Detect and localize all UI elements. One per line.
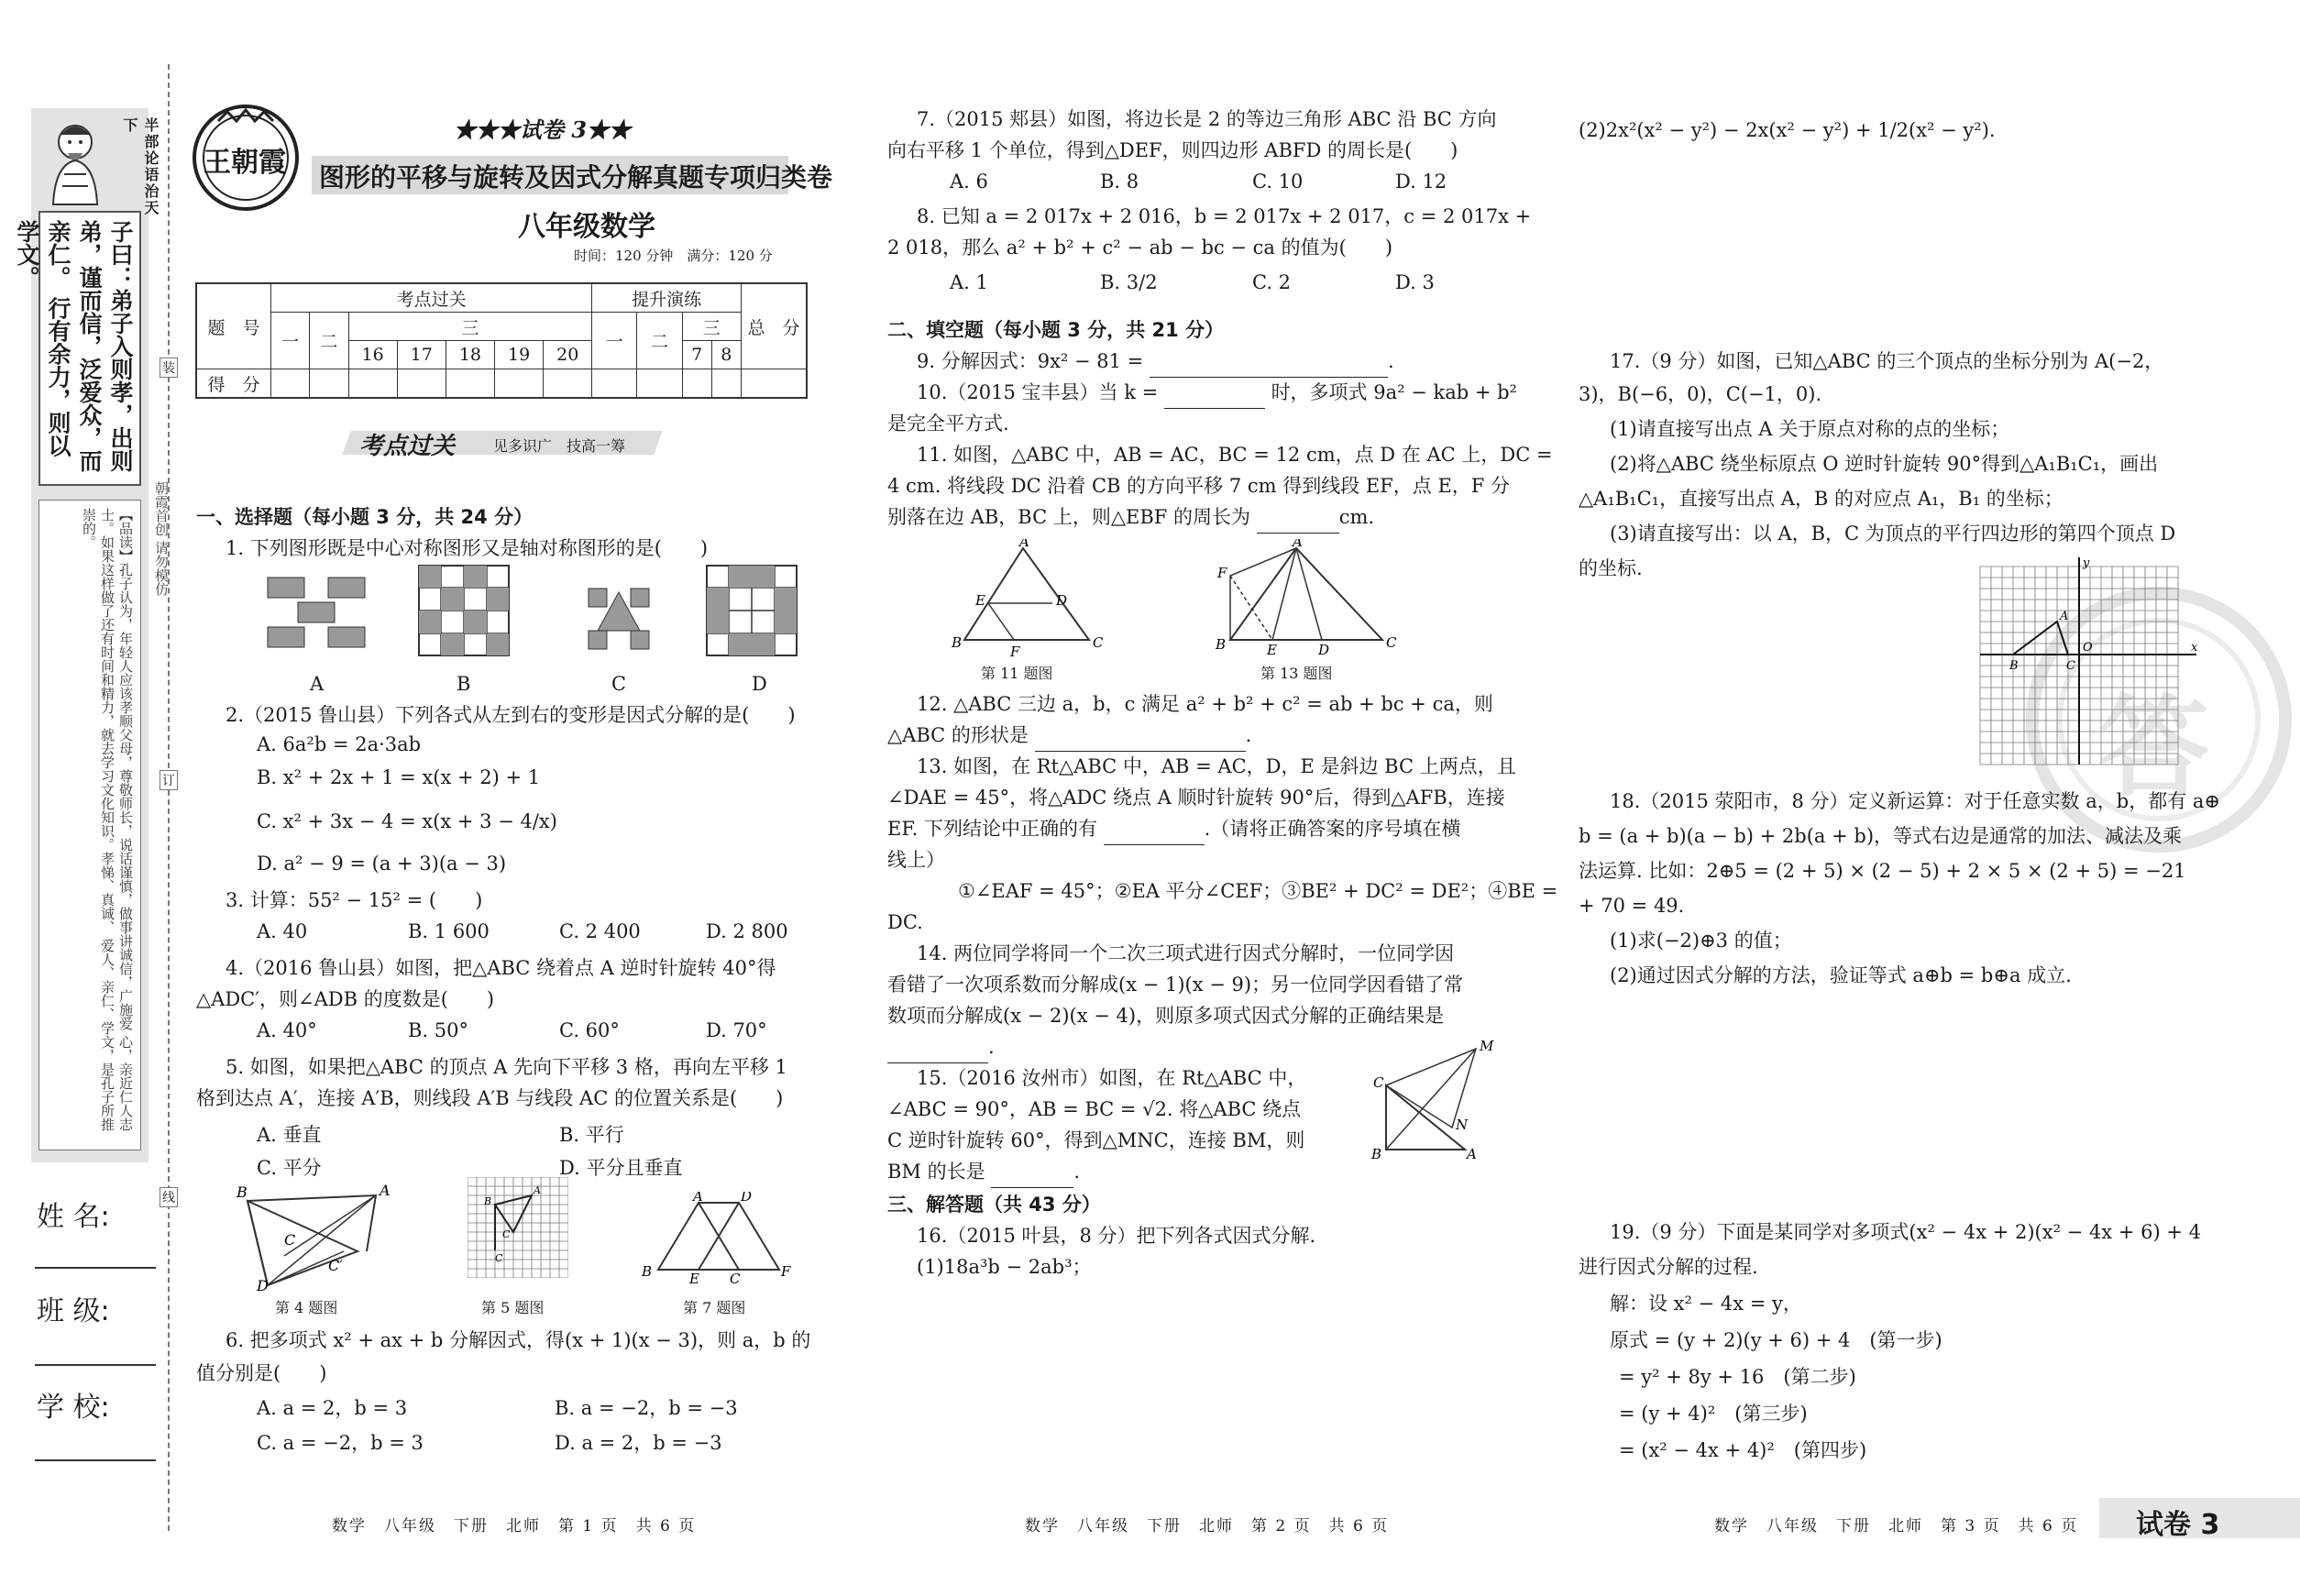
- question-text: 7.（2015 郏县）如图，将边长是 2 的等边三角形 ABC 沿 BC 方向: [917, 108, 1497, 130]
- confucius-portrait: [37, 115, 116, 206]
- question-text: DC.: [887, 911, 923, 933]
- question-text: C 逆时针旋转 60°，得到△MNC，连接 BM，则: [887, 1129, 1305, 1151]
- q5-figure: [468, 1177, 568, 1282]
- pindu-line: 爱人、亲仁、学文，是孔子所推崇的。: [81, 508, 116, 1131]
- question-text: [887, 502, 1374, 534]
- pindu-box: [39, 500, 141, 1150]
- cut-side-text: 朝霞首创 请勿模仿: [153, 481, 170, 596]
- sub-col-header: 20: [544, 341, 592, 369]
- pindu-line: 心，亲近仁人志士。如果这样做了还有时间和精力，就去学习文化知识。孝悌、真诚、: [99, 508, 134, 1131]
- question-text: 2 018，那么 a² + b² + c² − ab − bc − ca 的值为( ): [887, 237, 1393, 259]
- svg-text:A: A: [380, 1183, 391, 1199]
- cut-label: 装: [160, 358, 178, 378]
- svg-text:C: C: [502, 1228, 511, 1240]
- svg-text:M: M: [1480, 1040, 1494, 1054]
- q1-figure-b: [418, 565, 510, 660]
- question-text: = y² + 8y + 16 (第二步): [1619, 1366, 1856, 1388]
- question-text: 18.（2015 荥阳市，8 分）定义新运算：对于任意实数 a，b，都有 a⊕: [1610, 790, 2220, 812]
- figure-caption: 第 11 题图: [981, 665, 1053, 682]
- q4-figure: [229, 1183, 394, 1296]
- option: A. 1: [950, 271, 988, 293]
- question-text: BM 的长是 .: [887, 1157, 1080, 1188]
- option: C. 2: [1252, 271, 1292, 293]
- score-table: [195, 282, 808, 399]
- score-cell[interactable]: [637, 369, 682, 399]
- sub-col-header: 18: [446, 341, 494, 369]
- svg-text:C: C: [1093, 634, 1104, 651]
- q7-figure: [642, 1192, 798, 1287]
- svg-text:D: D: [1318, 642, 1330, 658]
- name-field[interactable]: [35, 1267, 156, 1269]
- option: A. 6: [950, 171, 988, 193]
- q1-figure-d: [706, 565, 798, 660]
- question-text: 8. 已知 a = 2 017x + 2 016，b = 2 017x + 2 017，c = 2 017x +: [917, 205, 1532, 227]
- score-cell[interactable]: [682, 369, 711, 399]
- score-cell[interactable]: [592, 369, 637, 399]
- row-label-score: 得 分: [196, 369, 271, 399]
- group-kaodian: 考点过关: [271, 283, 592, 313]
- group-tisheng: 提升演练: [592, 283, 742, 313]
- question-stem: 别落在边 AB，BC 上，则△EBF 的周长为: [887, 506, 1250, 528]
- motto-line: 行有余力，则以学文。: [14, 220, 72, 457]
- question-text: 14. 两位同学将同一个二次三项式进行因式分解时，一位同学因: [917, 942, 1455, 964]
- svg-text:C: C: [2066, 659, 2075, 673]
- option: A. 垂直: [257, 1124, 322, 1146]
- option: D. a = 2，b = −3: [555, 1432, 722, 1454]
- question-text: 19.（9 分）下面是某同学对多项式(x² − 4x + 2)(x² − 4x + 6) + 4: [1610, 1221, 2201, 1243]
- col-header: 二: [637, 313, 682, 369]
- class-field[interactable]: [35, 1364, 156, 1366]
- motto-box: [14, 211, 141, 486]
- q15-figure: [1364, 1040, 1502, 1172]
- score-cell[interactable]: [446, 369, 494, 399]
- question-text: (1)请直接写出点 A 关于原点对称的点的坐标；: [1610, 418, 2010, 440]
- svg-text:D: D: [1056, 592, 1068, 609]
- question-text: 的坐标.: [1579, 557, 1643, 579]
- svg-text:B: B: [1216, 636, 1227, 653]
- score-cell[interactable]: [544, 369, 592, 399]
- question-text: 17.（9 分）如图，已知△ABC 的三个顶点的坐标分别为 A(−2，: [1610, 350, 2164, 372]
- option: D. 3: [1395, 271, 1435, 293]
- question-text: 向右平移 1 个单位，得到△DEF，则四边形 ABFD 的周长是( ): [887, 139, 1458, 161]
- question-stem: 10.（2015 宝丰县）当 k =: [917, 381, 1159, 403]
- col-header: 一: [271, 313, 310, 369]
- name-label: 姓 名:: [37, 1201, 110, 1233]
- option: D. 平分且垂直: [559, 1157, 683, 1179]
- school-field[interactable]: [35, 1459, 156, 1461]
- sub-col-header: 17: [397, 341, 446, 369]
- figure-caption: 第 13 题图: [1260, 665, 1333, 682]
- svg-text:E: E: [975, 592, 985, 609]
- section-heading: 一、选择题（每小题 3 分，共 24 分）: [196, 506, 534, 528]
- option: A. 40°: [257, 1019, 317, 1041]
- svg-text:O: O: [2083, 641, 2093, 655]
- question-stem: cm.: [1338, 506, 1375, 528]
- score-cell[interactable]: [711, 369, 741, 399]
- question-text: b = (a + b)(a − b) + 2b(a + b)，等式右边是通常的加法、减法及乘: [1579, 825, 2183, 847]
- question-text: 3)，B(−6，0)，C(−1，0).: [1579, 383, 1822, 405]
- option: C. 10: [1252, 171, 1304, 193]
- sub-col-header: 8: [711, 341, 741, 369]
- sub-col-header: 16: [348, 341, 397, 369]
- question-text: (3)请直接写出：以 A，B，C 为顶点的平行四边形的第四个顶点 D: [1610, 523, 2176, 545]
- watermark-text: 答: [2099, 685, 2209, 812]
- sub-col-header: 7: [682, 341, 711, 369]
- score-cell[interactable]: [271, 369, 310, 399]
- svg-text:E: E: [1267, 642, 1277, 658]
- question-text: (1)18a³b − 2ab³；: [917, 1256, 1092, 1278]
- svg-text:B: B: [484, 1195, 492, 1207]
- subject-title: 八年级数学: [518, 211, 655, 243]
- q1-figure-c: [587, 587, 651, 655]
- question-text: 2.（2015 鲁山县）下列各式从左到右的变形是因式分解的是( ): [226, 704, 796, 726]
- question-text: △ABC 的形状是 .: [887, 721, 1251, 752]
- question-text: 6. 把多项式 x² + ax + b 分解因式，得(x + 1)(x − 3)，则 a，b 的: [226, 1329, 811, 1351]
- question-text: 12. △ABC 三边 a，b，c 满足 a² + b² + c² = ab + bc + ca，则: [917, 693, 1493, 715]
- option: C. 平分: [257, 1157, 322, 1179]
- question-text: 进行因式分解的过程.: [1579, 1256, 1758, 1278]
- svg-text:B: B: [237, 1183, 248, 1201]
- motto-line: 弟，谨而信，泛爱众，而亲仁。: [45, 220, 103, 472]
- question-stem: .（请将正确答案的序号填在横: [1204, 818, 1461, 840]
- paper-number: ★★★试卷 3★★: [454, 116, 632, 143]
- question-text: 法运算. 比如：2⊕5 = (2 + 5) × (2 − 5) + 2 × 5 × (2 + 5) = −21: [1579, 860, 2186, 882]
- option: B. 平行: [559, 1124, 624, 1146]
- svg-text:A: A: [534, 1184, 541, 1196]
- option: D. a² − 9 = (a + 3)(a − 3): [257, 853, 507, 875]
- score-cell[interactable]: [348, 369, 397, 399]
- question-text: 9. 分解因式：9x² − 81 = .: [917, 347, 1394, 378]
- question-text: 值分别是( ): [196, 1362, 327, 1384]
- option: B. 50°: [408, 1019, 469, 1041]
- question-text: [917, 378, 1517, 409]
- question-text: 15.（2016 汝州市）如图，在 Rt△ABC 中，: [917, 1067, 1307, 1089]
- section-heading: 二、填空题（每小题 3 分，共 21 分）: [887, 319, 1225, 341]
- svg-text:F: F: [1010, 644, 1020, 658]
- question-text: 数项而分解成(x − 2)(x − 4)，则原多项式因式分解的正确结果是: [887, 1005, 1445, 1027]
- svg-text:E: E: [689, 1271, 699, 1283]
- question-text: 是完全平方式.: [887, 413, 1009, 435]
- page-footer: 数学 八年级 下册 北师 第 3 页 共 6 页: [1714, 1517, 2079, 1535]
- score-cell[interactable]: [310, 369, 348, 399]
- option: C. a = −2，b = 3: [257, 1432, 424, 1454]
- question-text: + 70 = 49.: [1579, 895, 1685, 917]
- svg-text:B: B: [1371, 1146, 1382, 1162]
- q1-figure-a: [266, 576, 367, 653]
- question-stem: BM 的长是: [887, 1161, 985, 1183]
- section-heading: 三、解答题（共 43 分）: [887, 1194, 1101, 1216]
- option-label: A: [310, 673, 325, 695]
- col-header: 二: [310, 313, 348, 369]
- question-text: 1. 下列图形既是中心对称图形又是轴对称图形的是( ): [226, 537, 709, 559]
- option: B. x² + 2x + 1 = x(x + 2) + 1: [257, 766, 541, 788]
- answer-blank[interactable]: [1257, 502, 1339, 534]
- svg-text:C: C: [284, 1231, 296, 1249]
- option: A. 40: [257, 920, 308, 942]
- svg-text:x: x: [2191, 641, 2198, 655]
- option: C. x² + 3x − 4 = x(x + 3 − 4/x): [257, 810, 557, 832]
- question-stem: EF. 下列结论中正确的有: [887, 818, 1097, 840]
- option: D. 70°: [706, 1019, 767, 1041]
- question-text: 5. 如图，如果把△ABC 的顶点 A 先向下平移 3 格，再向左平移 1: [226, 1056, 787, 1078]
- question-stem: 9. 分解因式：9x² − 81 =: [917, 350, 1144, 372]
- svg-text:A: A: [1467, 1146, 1477, 1162]
- option-label: D: [752, 673, 767, 695]
- svg-text:D: D: [741, 1192, 753, 1205]
- cut-label: 线: [160, 1187, 178, 1207]
- svg-text:A: A: [1293, 539, 1303, 550]
- question-text: (2)将△ABC 绕坐标原点 O 逆时针旋转 90°得到△A₁B₁C₁，画出: [1610, 453, 2159, 475]
- question-text: 解：设 x² − 4x = y，: [1610, 1293, 1802, 1315]
- option: C. 2 400: [559, 920, 641, 942]
- sub-col-header: 19: [495, 341, 544, 369]
- answer-blank[interactable]: [1104, 814, 1205, 845]
- q11-figure: [950, 539, 1106, 662]
- svg-text:C: C: [1386, 634, 1397, 651]
- svg-text:C: C: [730, 1271, 741, 1283]
- option: D. 2 800: [706, 920, 788, 942]
- svg-text:F: F: [781, 1263, 791, 1280]
- score-cell[interactable]: [495, 369, 544, 399]
- total-header: 总 分: [742, 283, 808, 369]
- score-cell[interactable]: [742, 369, 808, 399]
- cut-line: [168, 64, 170, 1531]
- score-cell[interactable]: [397, 369, 446, 399]
- pindu-line: 【品读】孔子认为，年轻人应该孝顺父母，尊敬师长，说话谨慎，做事讲诚信，广施爱: [117, 508, 134, 1030]
- answer-blank[interactable]: [1164, 378, 1265, 409]
- section-banner-main: 考点过关: [359, 433, 456, 460]
- question-text: 11. 如图，△ABC 中，AB = AC，BC = 12 cm，点 D 在 AC 上，DC =: [917, 444, 1553, 466]
- svg-text:B: B: [2009, 659, 2019, 673]
- question-text: 线上）: [887, 849, 945, 871]
- svg-text:C: C: [495, 1252, 503, 1264]
- question-text: 13. 如图，在 Rt△ABC 中，AB = AC，D，E 是斜边 BC 上两点，且: [917, 755, 1516, 777]
- option: D. 12: [1395, 171, 1447, 193]
- question-text: △ADC′，则∠ADB 的度数是( ): [196, 988, 495, 1010]
- figure-caption: 第 7 题图: [683, 1299, 746, 1316]
- option: C. 60°: [559, 1019, 620, 1041]
- option: B. 1 600: [408, 920, 490, 942]
- question-text: (1)求(−2)⊕3 的值；: [1610, 930, 1792, 952]
- svg-text:C: C: [1373, 1074, 1384, 1091]
- svg-text:A: A: [1019, 539, 1029, 550]
- question-text: 3. 计算：55² − 15² = ( ): [226, 889, 483, 911]
- option-label: B: [457, 673, 471, 695]
- answer-blank[interactable]: [991, 1157, 1073, 1188]
- col-header: 三: [682, 313, 741, 341]
- cut-label: 订: [160, 770, 178, 790]
- answer-blank[interactable]: [1150, 347, 1388, 378]
- question-text: 原式 = (y + 2)(y + 6) + 4 (第一步): [1610, 1329, 1942, 1351]
- question-text: 4.（2016 鲁山县）如图，把△ABC 绕着点 A 逆时针旋转 40°得: [226, 957, 776, 979]
- page-footer: 数学 八年级 下册 北师 第 2 页 共 6 页: [1025, 1517, 1390, 1535]
- option: A. 6a²b = 2a·3ab: [257, 733, 422, 755]
- svg-text:B: B: [952, 634, 963, 651]
- paper-title: 图形的平移与旋转及因式分解真题专项归类卷: [319, 162, 833, 193]
- question-text: ①∠EAF = 45°；②EA 平分∠CEF；③BE² + DC² = DE²；④BE =: [958, 880, 1558, 902]
- svg-text:A: A: [2060, 610, 2069, 623]
- svg-text:D: D: [257, 1277, 269, 1293]
- option: A. a = 2，b = 3: [257, 1397, 408, 1419]
- class-label: 班 级:: [37, 1295, 110, 1327]
- svg-text:F: F: [1217, 565, 1227, 581]
- svg-text:A: A: [693, 1192, 703, 1205]
- answer-blank-line[interactable]: .: [887, 1032, 995, 1063]
- answer-blank[interactable]: [1035, 721, 1246, 752]
- question-text: 格到达点 A′，连接 A′B，则线段 A′B 与线段 AC 的位置关系是( ): [196, 1087, 784, 1109]
- option-label: C: [611, 673, 627, 695]
- question-text: △A₁B₁C₁，直接写出点 A，B 的对应点 A₁，B₁ 的坐标；: [1579, 488, 2063, 510]
- svg-text:C′: C′: [328, 1257, 343, 1274]
- question-text: [887, 814, 1460, 845]
- col-header: 一: [592, 313, 637, 369]
- question-text: 16.（2015 叶县，8 分）把下列各式因式分解.: [917, 1225, 1316, 1247]
- q13-figure: [1208, 539, 1401, 662]
- question-text: 4 cm. 将线段 DC 沿着 CB 的方向平移 7 cm 得到线段 EF，点 E，F 分: [887, 475, 1511, 497]
- col-header: 三: [348, 313, 592, 341]
- question-text: (2)通过因式分解的方法，验证等式 a⊕b = b⊕a 成立.: [1610, 964, 2072, 986]
- svg-text:N: N: [1456, 1117, 1469, 1133]
- motto-line: 子曰：弟子入则孝，出则: [107, 220, 134, 472]
- option: B. a = −2，b = −3: [555, 1397, 738, 1419]
- question-text: 看错了一次项系数而分解成(x − 1)(x − 9)；另一位同学因看错了常: [887, 974, 1464, 996]
- svg-text:B: B: [642, 1263, 653, 1280]
- question-stem: △ABC 的形状是: [887, 724, 1029, 746]
- question-text: = (y + 4)² (第三步): [1619, 1403, 1808, 1425]
- svg-text:y: y: [2083, 557, 2090, 570]
- option: B. 8: [1100, 171, 1139, 193]
- page-footer: 数学 八年级 下册 北师 第 1 页 共 6 页: [332, 1517, 697, 1535]
- question-text: = (x² − 4x + 4)² (第四步): [1619, 1439, 1867, 1461]
- question-text: ∠ABC = 90°，AB = BC = √2. 将△ABC 绕点: [887, 1098, 1302, 1120]
- row-label-number: 题 号: [196, 283, 271, 369]
- figure-caption: 第 4 题图: [275, 1299, 338, 1316]
- logo-text: 王朝霞: [204, 147, 286, 179]
- school-label: 学 校:: [37, 1392, 110, 1424]
- option: B. 3/2: [1100, 271, 1158, 293]
- question-text: ∠DAE = 45°，将△ADC 绕点 A 顺时针旋转 90°后，得到△AFB，连接: [887, 787, 1505, 809]
- strip-vertical-title: 半部论语治天下: [121, 117, 160, 216]
- time-info: 时间：120 分钟 满分：120 分: [574, 248, 773, 264]
- figure-caption: 第 5 题图: [481, 1299, 545, 1316]
- question-stem: 时，多项式 9a² − kab + b²: [1271, 381, 1517, 403]
- corner-tag: 试卷 3: [2136, 1509, 2220, 1541]
- q17-coordinate-grid: [1971, 557, 2200, 781]
- question-text: (2)2x²(x² − y²) − 2x(x² − y²) + 1/2(x² − y²).: [1579, 119, 1996, 141]
- section-banner-sub: 见多识广 技高一筹: [493, 437, 626, 455]
